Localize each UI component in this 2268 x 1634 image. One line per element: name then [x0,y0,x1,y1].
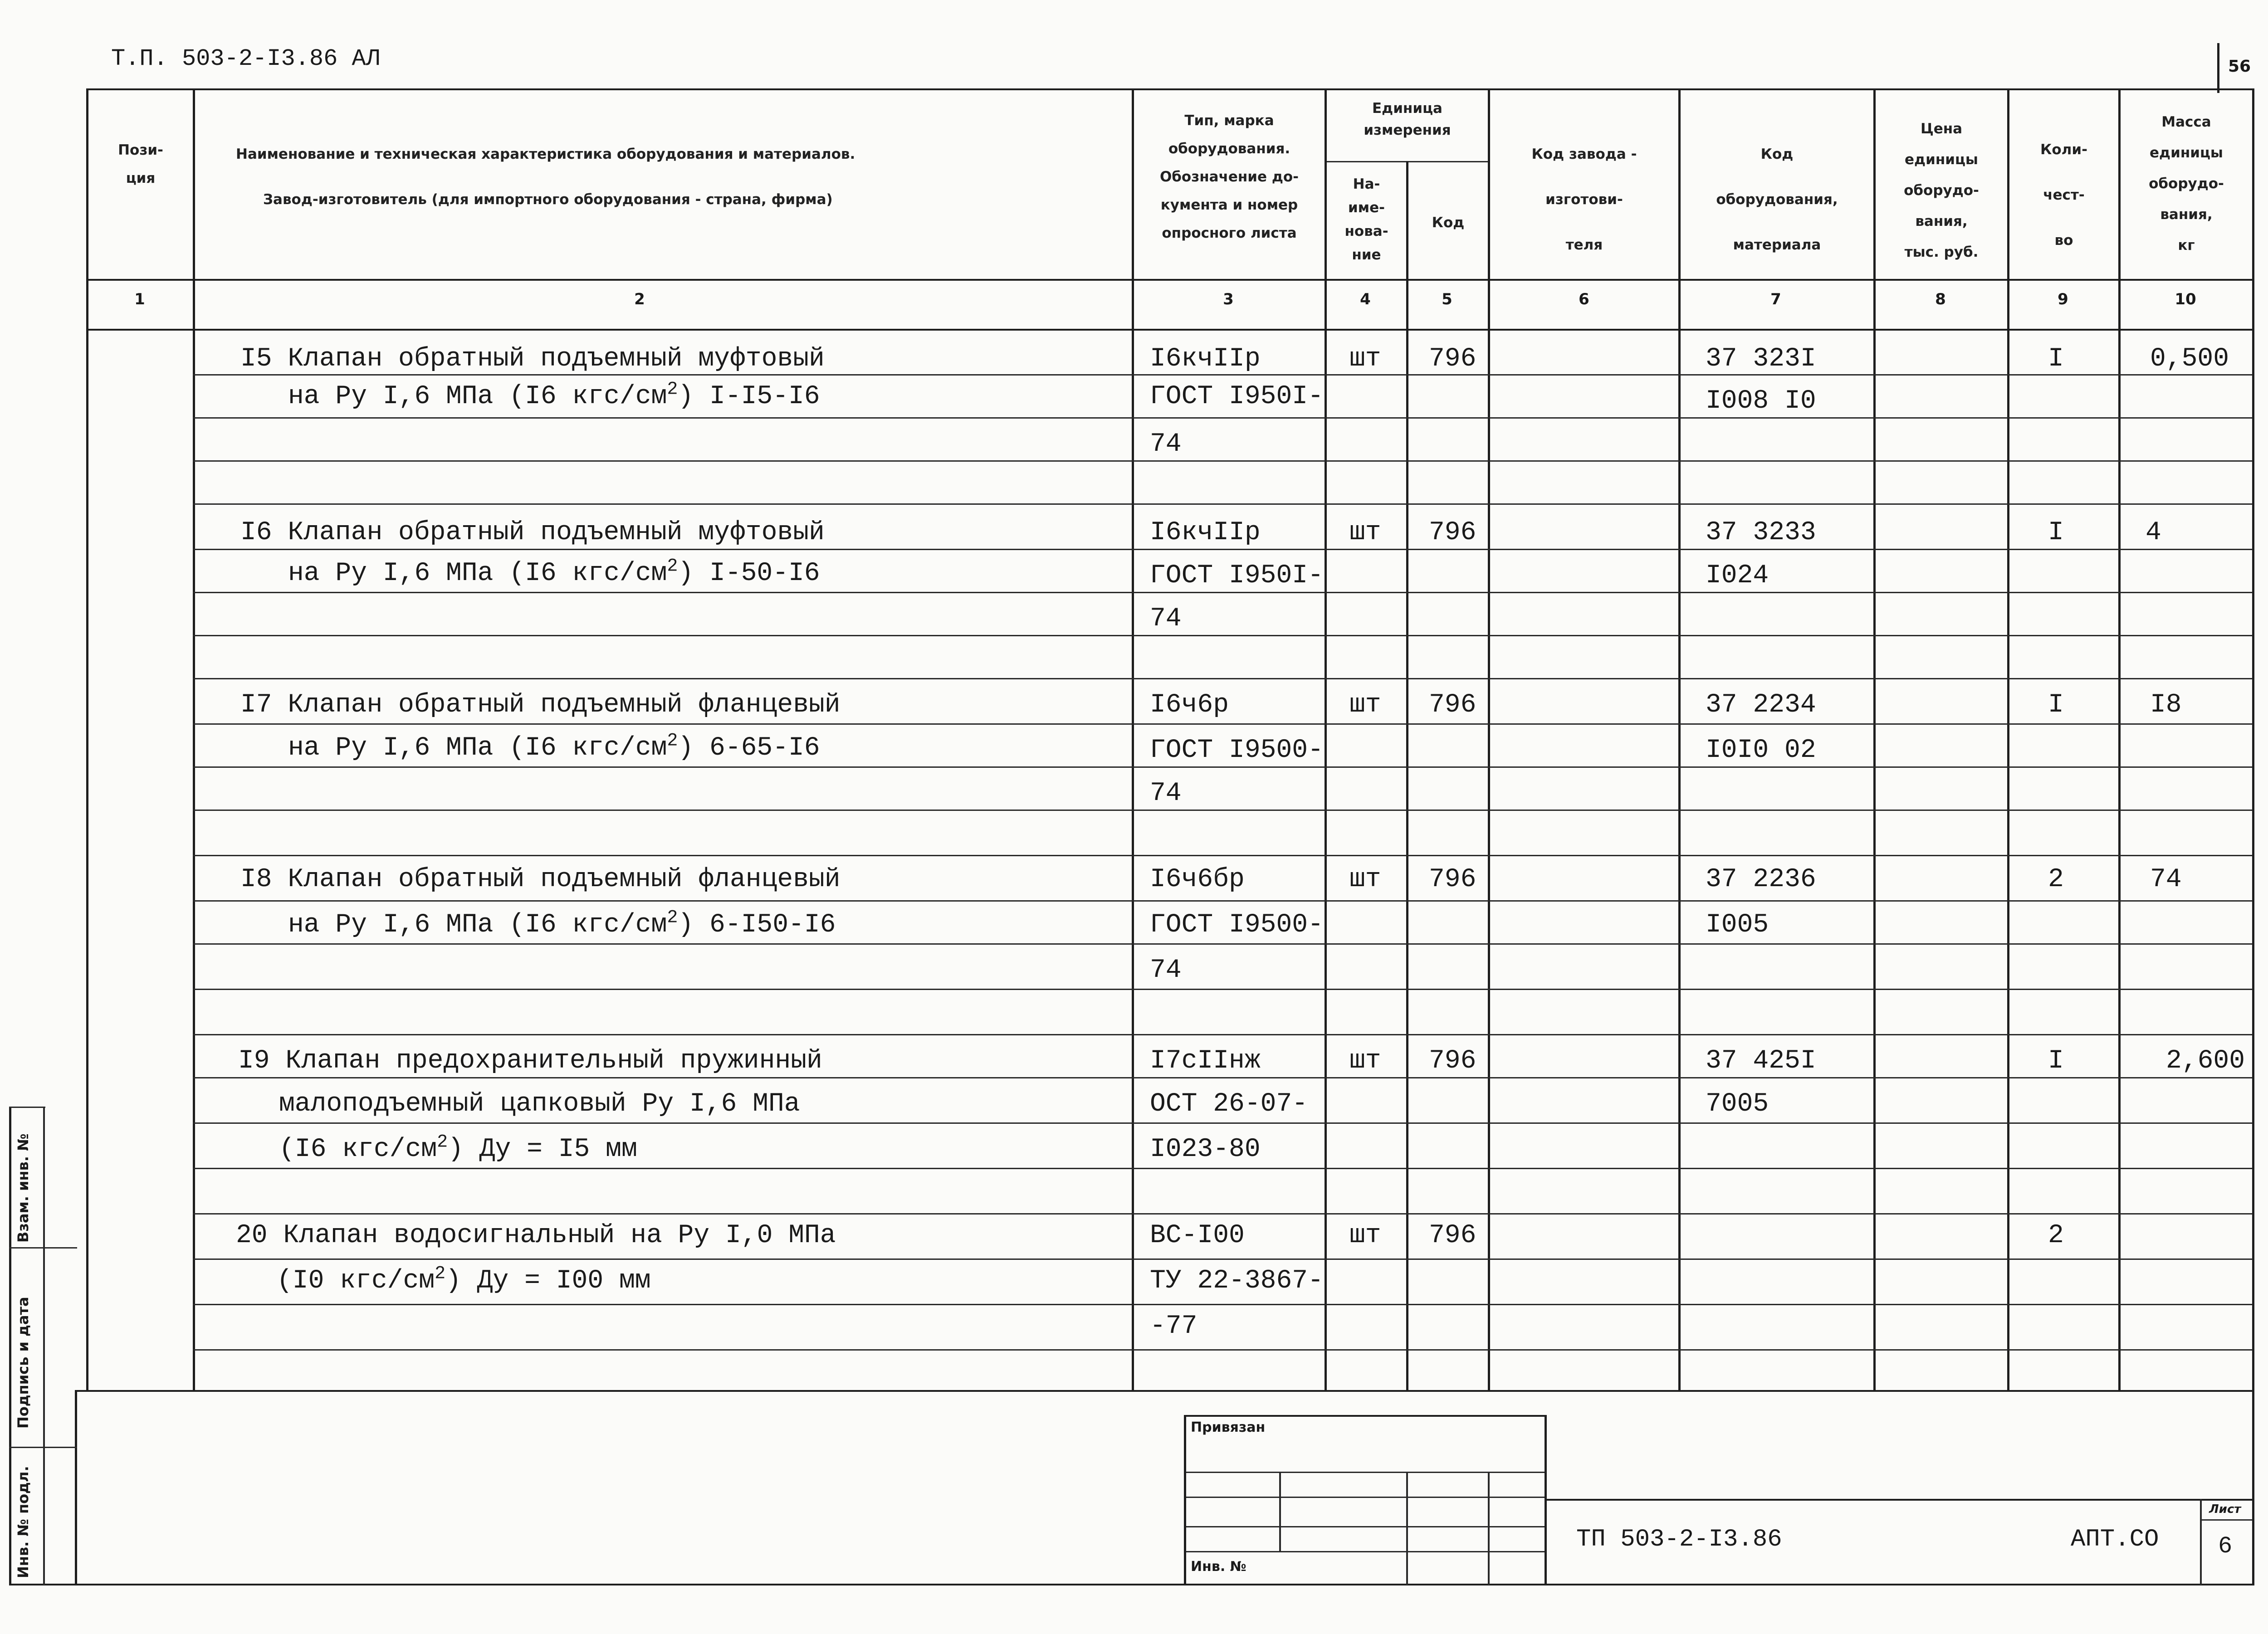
col-number-2: 2 [634,290,645,308]
row19-qty: I [2048,1046,2064,1076]
row20-type-line1: ВС-I00 [1150,1221,1245,1250]
row15-code-line2: I008 I0 [1706,386,1816,416]
row-line-13 [193,900,2252,902]
row-line-19 [193,1168,2252,1169]
row18-name-line2: на Ру I,6 МПа (I6 кгс/$см^2$) 6-I50-I6 [288,907,836,940]
row19-mass: 2,600 [2166,1046,2245,1076]
row20-type-line3: -77 [1150,1312,1198,1341]
side-strip-div-1 [9,1247,77,1249]
col-divider-5 [1488,88,1490,1390]
col-number-10: 10 [2175,290,2196,308]
row15-name-line2: на Ру I,6 МПа (I6 кгс/$см^2$) I-I5-I6 [288,379,820,411]
page-number: 56 [2228,57,2251,76]
row16-name-line2: на Ру I,6 МПа (I6 кгс/$см^2$) I-50-I6 [288,556,820,588]
outer-bottom-border [9,1584,2254,1585]
row15-qty: I [2048,344,2064,374]
row19-code-line2: 7005 [1706,1089,1769,1119]
row17-name-line2: на Ру I,6 МПа (I6 кгс/$см^2$) 6-65-I6 [288,731,820,763]
stamp-privyazan: Привязан [1191,1419,1266,1435]
row16-unit-code: 796 [1429,518,1476,547]
row17-unit: шт [1349,690,1381,720]
row16-type-line1: I6кчIIр [1150,518,1261,547]
row16-code-line1: 37 3233 [1706,518,1816,547]
outer-right-border [2252,1390,2254,1585]
stamp-col-1 [1279,1472,1281,1551]
row-line-10 [193,766,2252,768]
header-unit-name: На- име- нова- ние [1344,176,1388,263]
row20-type-line2: ТУ 22-3867- [1150,1266,1324,1296]
stamp-line-3 [1184,1526,1547,1527]
header-position: Пози- ция [118,142,163,186]
row19-code-line1: 37 425I [1706,1046,1816,1076]
sheet-number: 6 [2218,1533,2233,1560]
row19-type-line3: I023-80 [1150,1135,1261,1164]
col-number-1: 1 [134,290,145,308]
row-line-9 [193,723,2252,725]
row19-name-line1: I9 Клапан предохранительный пружинный [238,1046,822,1076]
stamp-line-4 [1184,1551,1547,1552]
outer-left-border [75,1390,77,1585]
row19-type-line1: I7сIIнж [1150,1046,1261,1076]
stamp-line-1 [1184,1472,1547,1473]
row-line-7 [193,635,2252,636]
row-line-11 [193,810,2252,811]
row-line-18 [193,1122,2252,1124]
header-price: Цена единицы оборудо- вания, тыс. руб. [1904,121,1979,260]
row19-name-line2: малоподъемный цапковый Ру I,6 МПа [279,1089,800,1119]
row20-unit-code: 796 [1429,1221,1476,1250]
stamp-col-3 [1488,1472,1490,1585]
col-divider-1 [193,88,195,1390]
row20-name-line2: (I0 кгс/$см^2$) Ду = I00 мм [277,1263,651,1296]
row18-mass: 74 [2150,865,2182,894]
row18-type-line1: I6ч6бр [1150,865,1245,894]
row17-type-line2: ГОСТ I9500- [1150,736,1324,765]
row15-type-line3: 74 [1150,429,1182,459]
row-line-20 [193,1213,2252,1215]
col-divider-7 [1873,88,1876,1390]
table-bottom-border [75,1390,2254,1392]
row15-mass: 0,500 [2150,344,2229,374]
row20-unit: шт [1349,1221,1381,1250]
row18-code-line1: 37 2236 [1706,865,1816,894]
row19-name-line3: (I6 кгс/$см^2$) Ду = I5 мм [279,1132,637,1164]
col-number-8: 8 [1935,290,1946,308]
row-line-3 [193,460,2252,462]
row-line-22 [193,1304,2252,1305]
row19-unit: шт [1349,1046,1381,1076]
row-line-14 [193,943,2252,945]
row-line-17 [193,1077,2252,1078]
title-block-top [1545,1499,2252,1501]
col-divider-3 [1325,88,1327,1390]
page-number-divider [2217,43,2219,93]
col-divider-2 [1132,88,1134,1390]
row15-unit-code: 796 [1429,344,1476,374]
table-left-border [86,88,88,1390]
row-line-21 [193,1258,2252,1260]
row15-code-line1: 37 323I [1706,344,1816,374]
sheet-cell-divider [2200,1519,2252,1521]
document-title: Т.П. 503-2-I3.86 АЛ [111,45,380,72]
side-strip-inner [43,1107,45,1585]
header-name: Наименование и техническая характеристика оборудования и материалов. Завод-изготовитель (для импортного оборудования - страна, фирма) [236,146,855,208]
header-unit-code: Код [1432,215,1465,231]
row18-type-line2: ГОСТ I9500- [1150,910,1324,940]
header-unit: Единица измерения [1364,100,1451,138]
row16-mass: 4 [2146,518,2161,547]
row16-name-line1: I6 Клапан обратный подъемный муфтовый [240,518,825,547]
row18-code-line2: I005 [1706,910,1769,940]
row18-type-line3: 74 [1150,956,1182,985]
doc-mark: АПТ.СО [2071,1526,2159,1553]
header-factory-code: Код завода - изготови- теля [1531,146,1637,253]
row-line-5 [193,549,2252,550]
side-label-replacement: Взам. инв. № [15,1133,32,1243]
row17-name-line1: I7 Клапан обратный подъемный фланцевый [240,690,841,720]
row15-type-line2: ГОСТ I950I- [1150,382,1324,411]
header-mass: Масса единицы оборудо- вания, кг [2149,114,2224,254]
side-strip-div-2 [9,1447,77,1448]
row18-unit: шт [1349,865,1381,894]
row17-type-line3: 74 [1150,779,1182,808]
row-line-4 [193,503,2252,505]
row19-unit-code: 796 [1429,1046,1476,1076]
stamp-col-2 [1406,1472,1408,1585]
col-divider-6 [1678,88,1681,1390]
row19-type-line2: ОСТ 26-07- [1150,1089,1308,1119]
col-number-4: 4 [1360,290,1371,308]
row18-qty: 2 [2048,865,2064,894]
stamp-left [1184,1415,1186,1585]
side-strip-outer [9,1107,11,1585]
row17-mass: I8 [2150,690,2182,720]
table-top-border [86,88,2254,90]
row17-code-line1: 37 2234 [1706,690,1816,720]
stamp-inv-label: Инв. № [1191,1559,1246,1575]
row15-name-line1: I5 Клапан обратный подъемный муфтовый [240,344,825,374]
doc-code: ТП 503-2-I3.86 [1576,1526,1782,1553]
row-line-2 [193,417,2252,419]
row20-qty: 2 [2048,1221,2064,1250]
header-equipment-code: Код оборудования, материала [1716,146,1838,253]
row-line-6 [193,592,2252,593]
row18-name-line1: I8 Клапан обратный подъемный фланцевый [240,865,841,894]
side-label-inv-orig: Инв. № подл. [15,1466,32,1578]
side-strip-top [9,1107,45,1108]
sheet-label: Лист [2209,1502,2241,1516]
sheet-cell-left [2200,1499,2202,1585]
row17-type-line1: I6ч6р [1150,690,1229,720]
row17-code-line2: I0I0 02 [1706,736,1816,765]
col-divider-8 [2007,88,2009,1390]
row16-unit: шт [1349,518,1381,547]
numbers-bottom-border [86,329,2254,331]
header-type: Тип, марка оборудования. Обозначение до- кумента и номер опросного листа [1159,112,1299,241]
col-divider-9 [2118,88,2121,1390]
row16-type-line3: 74 [1150,604,1182,634]
col-divider-4 [1406,161,1408,1390]
row17-qty: I [2048,690,2064,720]
col-number-6: 6 [1579,290,1589,308]
col-number-5: 5 [1442,290,1452,308]
col-number-9: 9 [2058,290,2068,308]
row15-unit: шт [1349,344,1381,374]
row-line-23 [193,1349,2252,1351]
row16-qty: I [2048,518,2064,547]
row-line-8 [193,678,2252,679]
side-label-signature: Подпись и дата [15,1297,32,1429]
row20-name-line1: 20 Клапан водосигнальный на Ру I,0 МПа [236,1221,836,1250]
stamp-top [1184,1415,1547,1417]
row18-unit-code: 796 [1429,865,1476,894]
row-line-16 [193,1034,2252,1035]
row15-type-line1: I6кчIIр [1150,344,1261,374]
col-number-3: 3 [1223,290,1234,308]
table-right-border [2252,88,2254,1390]
row-line-15 [193,989,2252,990]
row16-type-line2: ГОСТ I950I- [1150,561,1324,590]
row-line-12 [193,855,2252,856]
header-quantity: Коли- чест- во [2040,141,2087,249]
col-number-7: 7 [1770,290,1781,308]
row17-unit-code: 796 [1429,690,1476,720]
stamp-line-2 [1184,1497,1547,1498]
row16-code-line2: I024 [1706,561,1769,590]
header-bottom-border [86,279,2254,281]
